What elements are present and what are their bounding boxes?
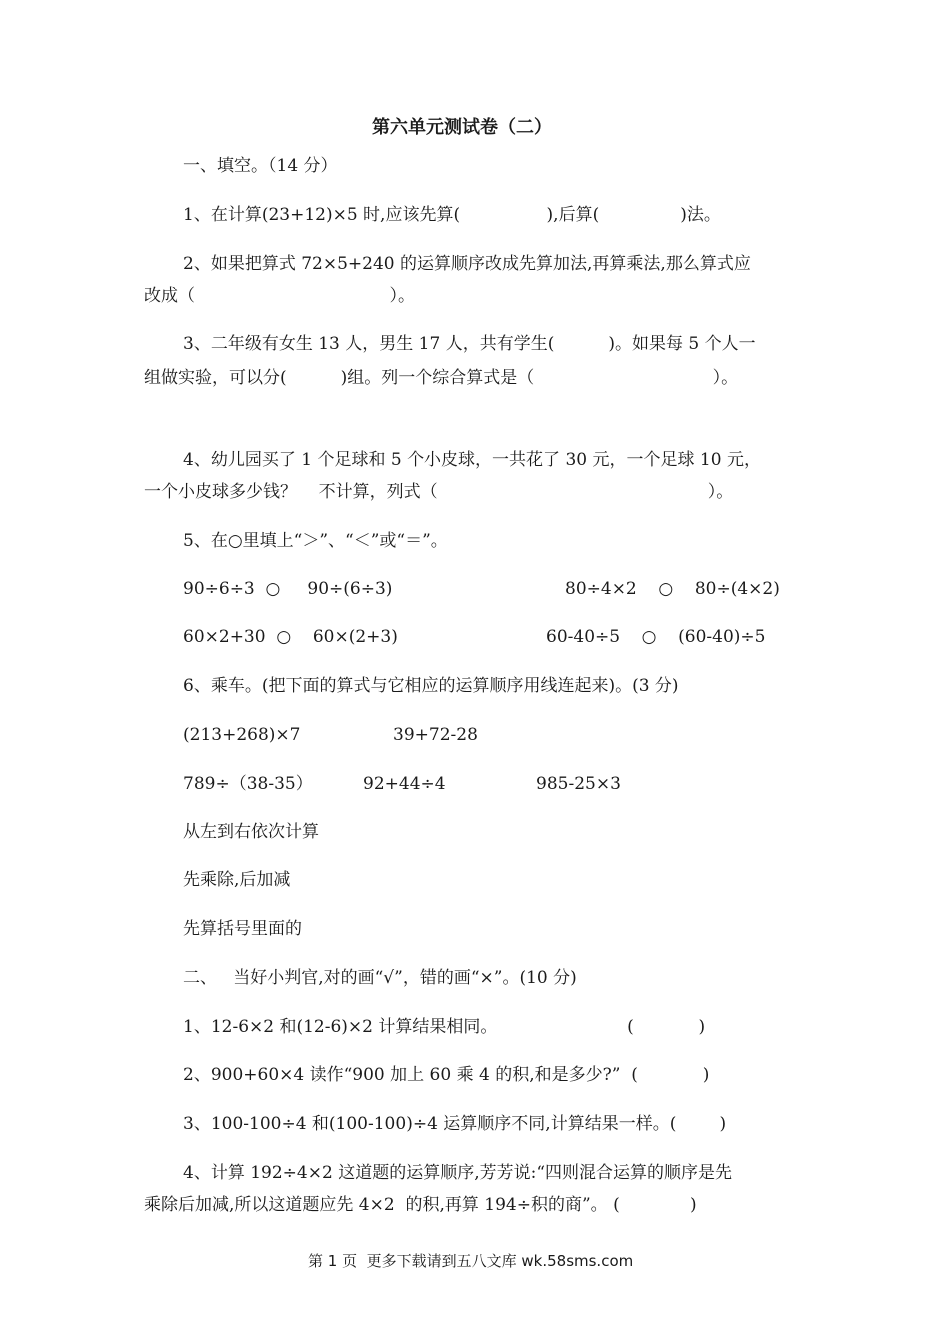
expression-item: 39+72-28 [393, 725, 478, 745]
question-4-line2: 一个小皮球多少钱？ 不计算，列式（ ）。 [144, 482, 734, 502]
question-6-instruction: 6、乘车。(把下面的算式与它相应的运算顺序用线连起来)。(3 分) [183, 676, 679, 696]
judgment-item: 3、100-100÷4 和(100-100)÷4 运算顺序不同,计算结果一样。( ) [183, 1114, 727, 1134]
comparison-item: 80÷4×2 ○ 80÷(4×2) [565, 579, 780, 599]
judgment-item-4-line2: 乘除后加减,所以这道题应先 4×2 的积,再算 194÷积的商”。 ( ) [144, 1195, 697, 1215]
question-5-instruction: 5、在○里填上“＞”、“＜”或“＝”。 [183, 531, 448, 551]
judgment-item-4-line1: 4、计算 192÷4×2 这道题的运算顺序,芳芳说:“四则混合运算的顺序是先 [183, 1163, 733, 1183]
question-2-line1: 2、如果把算式 72×5+240 的运算顺序改成先算加法,再算乘法,那么算式应 [183, 254, 751, 274]
judgment-item: 1、12-6×2 和(12-6)×2 计算结果相同。 ( ) [183, 1017, 706, 1037]
comparison-item: 60-40÷5 ○ (60-40)÷5 [546, 627, 766, 647]
order-item: 先算括号里面的 [183, 919, 302, 939]
question-1: 1、在计算(23+12)×5 时,应该先算( ),后算( )法。 [183, 205, 721, 225]
expression-item: 985-25×3 [536, 774, 621, 794]
order-item: 先乘除,后加减 [183, 870, 291, 890]
section1-heading: 一、填空。（14 分） [183, 156, 338, 176]
expression-item: 92+44÷4 [363, 774, 446, 794]
expression-item: 789÷（38-35） [183, 774, 313, 794]
comparison-item: 90÷6÷3 ○ 90÷(6÷3) [183, 579, 393, 599]
judgment-item: 2、900+60×4 读作“900 加上 60 乘 4 的积,和是多少?” ( ) [183, 1065, 710, 1085]
question-3-line2: 组做实验，可以分( )组。列一个综合算式是（ ）。 [144, 368, 739, 388]
page-footer: 第 1 页 更多下载请到五八文库 wk.58sms.com [308, 1252, 634, 1270]
expression-item: (213+268)×7 [183, 725, 301, 745]
question-4-line1: 4、幼儿园买了 1 个足球和 5 个小皮球，一共花了 30 元，一个足球 10 元， [183, 450, 761, 470]
section2-heading: 二、 当好小判官,对的画“√”，错的画“×”。(10 分) [183, 968, 577, 988]
order-item: 从左到右依次计算 [183, 822, 319, 842]
comparison-item: 60×2+30 ○ 60×(2+3) [183, 627, 398, 647]
question-2-line2: 改成（ ）。 [144, 286, 416, 306]
page-title: 第六单元测试卷（二） [372, 117, 552, 138]
question-3-line1: 3、二年级有女生 13 人，男生 17 人，共有学生( )。如果每 5 个人一 [183, 334, 756, 354]
